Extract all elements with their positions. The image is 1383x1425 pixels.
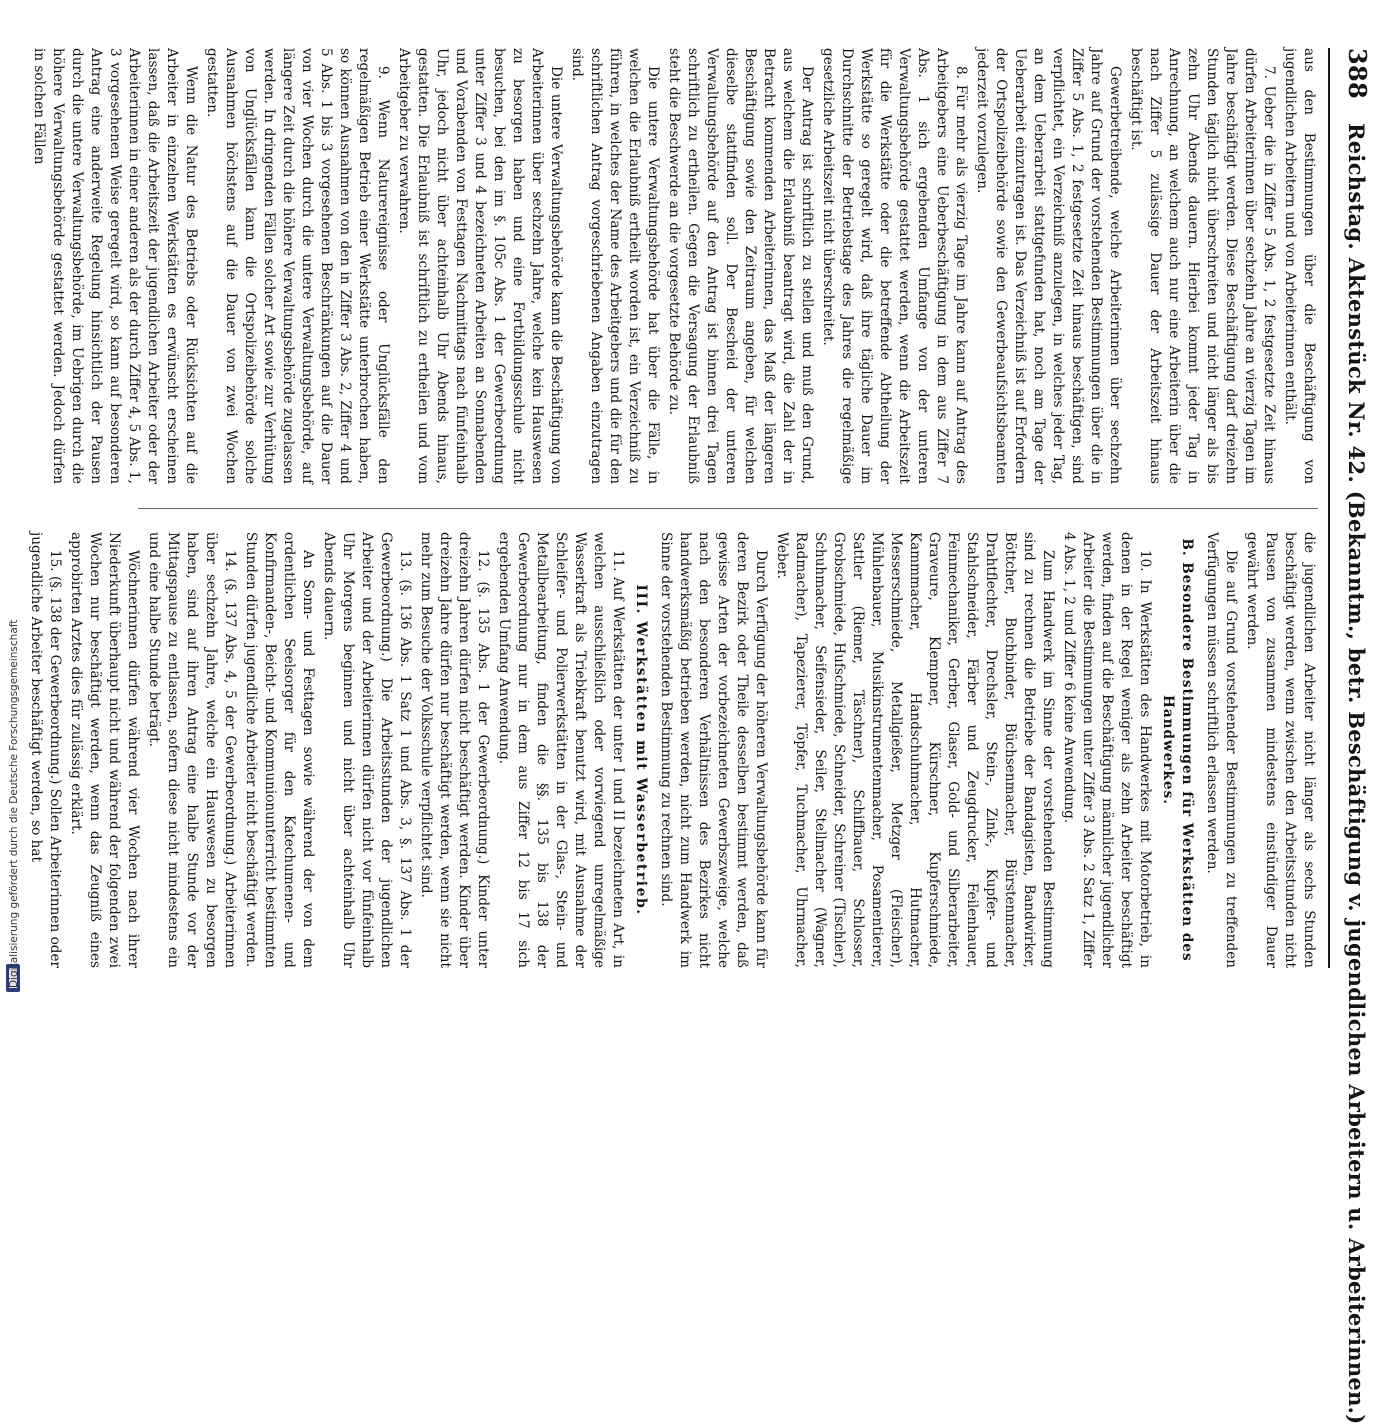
digitization-credit	[6, 0, 20, 1000]
right-column	[28, 532, 1318, 968]
page-header	[1332, 48, 1372, 1425]
header-rule	[1328, 48, 1330, 968]
paragraph: 8. Für mehr als vierzig Tage im Jahre kann auf Antrag des Arbeitgebers eine Ueberbeschäftigung in dem aus Ziffer 7 Abs. 1 sich ergebenden Umfange von der unteren Verwaltungsbehörde gestattet werden, wenn die Arbeitszeit für die Werkstätte oder die betreffende Abtheilung der Werkstätte so geregelt wird, daß ihre tägliche Dauer im Durchschnitte der Betriebstage des Jahres die regelmäßige gesetzliche Arbeitszeit nicht überschreitet.	[820, 48, 969, 484]
paragraph: aus den Bestimmungen über die Beschäftigung von jugendlichen Arbeitern und von Arbeiterinnen enthält.	[1282, 48, 1317, 484]
column-divider	[138, 508, 1318, 509]
section-heading-b: B. Besondere Bestimmungen für Werkstätten des Handwerkes.	[1160, 538, 1195, 962]
credit-text: Digitalisierung gefördert durch die Deutsche Forschungsgemeinschaft	[8, 619, 20, 988]
paragraph: 9. Wenn Naturereignisse oder Unglücksfälle den regelmäßigen Betrieb einer Werkstätte unterbrochen haben, so können Ausnahmen von den in Ziffer 3 Abs. 2, Ziffer 4 und 5 Abs. 1 bis 3 vorgesehenen Beschränkungen auf die Dauer von vier Wochen durch die untere Verwaltungsbehörde, auf längere Zeit durch die höhere Verwaltungsbehörde zugelassen werden. In dringenden Fällen solcher Art sowie zur Verhütung von Unglücksfällen kann die Ortspolizeibehörde solche Ausnahmen höchstens auf die Dauer von zwei Wochen gestatten.	[204, 48, 391, 484]
paragraph: 7. Ueber die in Ziffer 5 Abs. 1, 2 festgesetzte Zeit hinaus dürfen Arbeiterinnen über sechzehn Jahre an vierzig Tagen im Jahre beschäftigt werden. Diese Beschäftigung darf dreizehn Stunden täglich nicht überschreiten und nicht länger als bis zehn Uhr Abends dauern. Hierbei kommt jeder Tag in Anrechnung, an welchem auch nur eine Arbeiterin über die nach Ziffer 5 zulässige Dauer der Arbeitszeit hinaus beschäftigt ist.	[1128, 48, 1277, 484]
paragraph: Zum Handwerk im Sinne der vorstehenden Bestimmung sind zu rechnen die Betriebe der Bandagisten, Bandwirker, Böttcher, Buchbinder, Büchsenmacher, Bürstenmacher, Drahtflechter, Drechsler, Stein-, Zink-, Kupfer- und Stahlschneider, Färber und Zeugdrucker, Feilenhauer, Feinmechaniker, Gerber, Glaser, Gold- und Silberarbeiter, Graveure, Klempner, Kürschner, Kupferschmiede, Kammmacher, Handschuhmacher, Hutmacher, Messerschmiede, Metallgießer, Metzger (Fleischer), Mühlenbauer, Musikinstrumentenmacher, Posamentierer, Sattler (Riemer, Täschner), Schiffbauer, Schlosser, Grobschmiede, Hufschmiede, Schneider, Schreiner (Tischler), Schuhmacher, Seifensieder, Seiler, Stellmacher (Wagner, Radmacher), Tapezierer, Töpfer, Tuchmacher, Uhrmacher, Weber.	[774, 532, 1056, 968]
page-title: Reichstag. Aktenstück Nr. 42. (Bekanntm., betr. Beschäftigung v. jugendlichen Arbeitern u. Arbeiterinnen.)	[1344, 123, 1369, 1425]
paragraph: 15. (§. 138 der Gewerbeordnung.) Sollen Arbeiterinnen oder jugendliche Arbeiter beschäftigt werden, so hat	[28, 532, 63, 968]
paragraph: Die auf Grund vorstehender Bestimmungen zu treffenden Verfügungen müssen schriftlich erlassen werden.	[1204, 532, 1239, 968]
section-heading-iii: III. Werkstätten mit Wasserbetrieb.	[633, 584, 649, 916]
paragraph: Die untere Verwaltungsbehörde hat über die Fälle, in welchen die Erlaubniß ertheilt worden ist, ein Verzeichniß zu führen, in welches der Name des Arbeitgebers und die für den schriftlichen Antrag vorgeschriebenen Angaben einzutragen sind.	[569, 48, 661, 484]
paragraph: 10. In Werkstätten des Handwerkes mit Motorbetrieb, in denen in der Regel weniger als zehn Arbeiter beschäftigt werden, finden auf die Beschäftigung männlicher jugendlicher Arbeiter die Bestimmungen unter Ziffer 3 Abs. 2 Satz 1, Ziffer 4 Abs. 1, 2 und Ziffer 6 keine Anwendung.	[1061, 532, 1153, 968]
paragraph: die jugendlichen Arbeiter nicht länger als sechs Stunden beschäftigt werden, wenn zwischen den Arbeitsstunden nicht Pausen von zusammen mindestens einstündiger Dauer gewährt werden.	[1244, 532, 1317, 968]
paragraph: 13. (§. 136 Abs. 1 Satz 1 und Abs. 3, §. 137 Abs. 1 der Gewerbeordnung.) Die Arbeitsstunden der jugendlichen Arbeiter und der Arbeiterinnen dürfen nicht vor fünfeinhalb Uhr Morgens beginnen und nicht über achteinhalb Uhr Abends dauern.	[321, 532, 413, 968]
paragraph: An Sonn- und Festtagen sowie während der von dem ordentlichen Seelsorger für den Katechumenen- und Konfirmanden-, Beicht- und Kommunionunterricht bestimmten Stunden dürfen jugendliche Arbeiter nicht beschäftigt werden.	[243, 532, 316, 968]
paragraph: Der Antrag ist schriftlich zu stellen und muß den Grund, aus welchem die Erlaubniß beantragt wird, die Zahl der in Betracht kommenden Arbeiterinnen, das Maß der längeren Beschäftigung sowie den Zeitraum angeben, für welchen dieselbe stattfinden soll. Der Bescheid der unteren Verwaltungsbehörde auf den Antrag ist binnen drei Tagen schriftlich zu ertheilen. Gegen die Versagung der Erlaubniß steht die Beschwerde an die vorgesetzte Behörde zu.	[666, 48, 815, 484]
paragraph: Gewerbetreibende, welche Arbeiterinnen über sechzehn Jahre auf Grund der vorstehenden Bestimmungen über die in Ziffer 5 Abs. 1, 2 festgesetzte Zeit hinaus beschäftigen, sind verpflichtet, ein Verzeichniß anzulegen, in welches jeder Tag, an dem Ueberarbeit stattgefunden hat, noch am Tage der Ueberarbeit einzutragen ist. Das Verzeichniß ist auf Erfordern der Ortspolizeibehörde sowie den Gewerbeaufsichtsbeamten jederzeit vorzulegen.	[974, 48, 1123, 484]
page-number: 388	[1343, 48, 1372, 99]
rotated-document-page	[28, 48, 1372, 1425]
paragraph: Durch Verfügung der höheren Verwaltungsbehörde kann für deren Bezirk oder Theile desselben bestimmt werden, daß gewisse Arten der vorbezeichneten Gewerbszweige, welche nach den besonderen Verhältnissen des Bezirkes nicht handwerksmäßig betrieben werden, nicht zum Handwerk im Sinne der vorstehenden Bestimmung zu rechnen sind.	[658, 532, 769, 968]
paragraph: Wenn die Natur des Betriebs oder Rücksichten auf die Arbeiter in einzelnen Werkstätten es erwünscht erscheinen lassen, daß die Arbeitszeit der jugendlichen Arbeiter oder der Arbeiterinnen in einer anderen als der durch Ziffer 4, 5 Abs. 1, 3 vorgesehenen Weise geregelt wird, so kann auf besonderen Antrag eine anderweite Regelung hinsichtlich der Pausen durch die untere Verwaltungsbehörde, im Uebrigen durch die höhere Verwaltungsbehörde gestattet werden. Jedoch dürfen in solchen Fällen	[31, 48, 199, 484]
paragraph: 14. (§. 137 Abs. 4, 5 der Gewerbeordnung.) Arbeiterinnen über sechzehn Jahre, welche ein Hauswesen zu besorgen haben, sind auf ihren Antrag eine halbe Stunde vor der Mittagspause zu entlassen, sofern diese nicht mindestens ein und eine halbe Stunde beträgt.	[146, 532, 238, 968]
paragraph: Die untere Verwaltungsbehörde kann die Beschäftigung von Arbeiterinnen über sechzehn Jahre, welche kein Hauswesen zu besorgen haben und eine Fortbildungsschule nicht besuchen, bei den im §. 105c Abs. 1 der Gewerbeordnung unter Ziffer 3 und 4 bezeichneten Arbeiten an Sonnabenden und Vorabenden von Festtagen Nachmittags nach fünfeinhalb Uhr, jedoch nicht über achteinhalb Uhr Abends hinaus, gestatten. Die Erlaubniß ist schriftlich zu ertheilen und vom Arbeitgeber zu verwahren.	[396, 48, 564, 484]
paragraph: Wöchnerinnen dürfen während vier Wochen nach ihrer Niederkunft überhaupt nicht und während der folgenden zwei Wochen nur beschäftigt werden, wenn das Zeugniß eines approbirten Arztes dies für zulässig erklärt.	[68, 532, 141, 968]
paragraph: 11. Auf Werkstätten der unter I und II bezeichneten Art, in welchen ausschließlich oder vorwiegend unregelmäßige Wasserkraft als Triebkraft benutzt wird, mit Ausnahme der Schleifer- und Polierwerkstätten in der Glas-, Stein- und Metallbearbeitung, finden die §§. 135 bis 138 der Gewerbeordnung nur in dem aus Ziffer 12 bis 17 sich ergebenden Umfang Anwendung.	[496, 532, 626, 968]
left-column	[31, 48, 1318, 484]
paragraph: 12. (§. 135 Abs. 1 der Gewerbeordnung.) Kinder unter dreizehn Jahren dürfen nicht beschäftigt werden. Kinder über dreizehn Jahre dürfen nur beschäftigt werden, wenn sie nicht mehr zum Besuche der Volksschule verpflichtet sind.	[418, 532, 491, 968]
